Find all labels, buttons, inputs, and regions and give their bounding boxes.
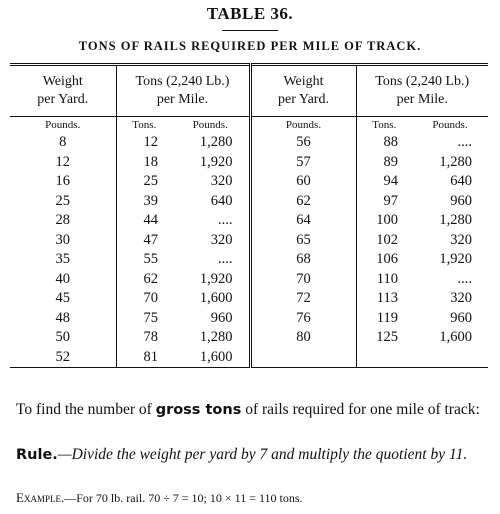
unit-pounds-right: Pounds. xyxy=(432,119,468,131)
table-row xyxy=(10,250,488,270)
cell-tons-left: 62 xyxy=(143,270,158,287)
table-row xyxy=(10,231,488,251)
intro-paragraph: To find the number of gross tons of rails required for one mile of track: xyxy=(16,401,480,418)
table-row xyxy=(10,289,488,309)
cell-tons-right: 89 xyxy=(383,153,398,170)
cell-pounds-left: 640 xyxy=(172,192,250,212)
cell-pounds-left: 1,920 xyxy=(172,270,250,290)
cell-tons-right: 106 xyxy=(376,251,398,268)
header-row xyxy=(10,65,488,117)
cell-weight-left: 35 xyxy=(10,250,116,270)
rails-table xyxy=(10,63,488,368)
cell-pounds-right: 960 xyxy=(450,192,472,209)
table-row xyxy=(10,133,488,153)
cell-pounds-left: 1,600 xyxy=(172,348,250,368)
cell-pounds-right: .... xyxy=(457,134,472,151)
cell-tons-right: 102 xyxy=(376,231,398,248)
cell-tons-left: 39 xyxy=(143,192,158,209)
table-row xyxy=(10,270,488,290)
cell-pounds-left: 1,920 xyxy=(172,153,250,173)
cell-tons-left: 12 xyxy=(143,134,158,151)
cell-pounds-right: 640 xyxy=(450,173,472,190)
cell-tons-right: 125 xyxy=(376,329,398,346)
tons-header-right: Tons (2,240 Lb.) per Mile. xyxy=(356,65,488,117)
unit-weight-right: Pounds. xyxy=(250,117,356,134)
table-row xyxy=(10,172,488,192)
cell-pounds-right: 960 xyxy=(450,309,472,326)
cell-tons-left: 25 xyxy=(143,173,158,190)
cell-weight-right: 80 xyxy=(250,328,356,348)
gross-tons-term: gross tons xyxy=(155,402,242,418)
cell-tons-right: 100 xyxy=(376,212,398,229)
cell-tons-right: 88 xyxy=(383,134,398,151)
cell-pounds-left: .... xyxy=(172,250,250,270)
table-number: TABLE 36. xyxy=(206,4,294,23)
cell-tons-right: 97 xyxy=(383,192,398,209)
units-row xyxy=(10,117,488,134)
cell-tons-right: 119 xyxy=(376,309,398,326)
cell-weight-right xyxy=(250,348,356,368)
cell-pounds-right: 1,280 xyxy=(439,153,472,170)
cell-pounds-left: 960 xyxy=(172,309,250,329)
cell-weight-right: 56 xyxy=(250,133,356,153)
cell-pounds-left: 1,600 xyxy=(172,289,250,309)
weight-header-right: Weight per Yard. xyxy=(250,65,356,117)
table-row xyxy=(10,348,488,368)
cell-tons-left: 47 xyxy=(143,231,158,248)
cell-tons-left: 70 xyxy=(143,290,158,307)
example-label: Example. xyxy=(16,490,65,505)
cell-weight-right: 57 xyxy=(250,153,356,173)
cell-pounds-right: 1,280 xyxy=(439,212,472,229)
weight-header-left: Weight per Yard. xyxy=(10,65,116,117)
cell-tons-left: 75 xyxy=(143,309,158,326)
cell-weight-right: 62 xyxy=(250,192,356,212)
cell-weight-left: 25 xyxy=(10,192,116,212)
cell-tons-left: 81 xyxy=(143,348,158,365)
cell-weight-left: 30 xyxy=(10,231,116,251)
example-text: —For 70 lb. rail. 70 ÷ 7 = 10; 10 × 11 = 110 tons. xyxy=(64,491,303,505)
table-row xyxy=(10,211,488,231)
cell-weight-left: 48 xyxy=(10,309,116,329)
cell-tons-right xyxy=(356,348,412,368)
unit-tons-left: Tons. xyxy=(132,119,157,131)
cell-weight-right: 68 xyxy=(250,250,356,270)
cell-pounds-right: 320 xyxy=(450,231,472,248)
cell-weight-left: 28 xyxy=(10,211,116,231)
unit-tons-right: Tons. xyxy=(372,119,397,131)
table-title: TONS OF RAILS REQUIRED PER MILE OF TRACK. xyxy=(78,39,422,53)
cell-weight-right: 65 xyxy=(250,231,356,251)
cell-weight-left: 8 xyxy=(10,133,116,153)
title-divider xyxy=(222,30,278,31)
cell-weight-left: 40 xyxy=(10,270,116,290)
cell-pounds-left: 320 xyxy=(172,231,250,251)
cell-pounds-right xyxy=(412,348,488,368)
cell-tons-right: 113 xyxy=(376,290,398,307)
cell-pounds-right: 1,920 xyxy=(439,251,472,268)
cell-weight-left: 50 xyxy=(10,328,116,348)
unit-weight-left: Pounds. xyxy=(10,117,116,134)
table-row xyxy=(10,309,488,329)
cell-weight-left: 12 xyxy=(10,153,116,173)
cell-pounds-left: 1,280 xyxy=(172,328,250,348)
cell-weight-right: 70 xyxy=(250,270,356,290)
cell-weight-left: 52 xyxy=(10,348,116,368)
cell-weight-left: 45 xyxy=(10,289,116,309)
cell-weight-right: 76 xyxy=(250,309,356,329)
table-row xyxy=(10,328,488,348)
tons-header-left: Tons (2,240 Lb.) per Mile. xyxy=(116,65,250,117)
cell-tons-left: 78 xyxy=(143,329,158,346)
cell-weight-right: 64 xyxy=(250,211,356,231)
cell-pounds-right: 320 xyxy=(450,290,472,307)
cell-weight-right: 72 xyxy=(250,289,356,309)
cell-tons-left: 55 xyxy=(143,251,158,268)
cell-tons-left: 44 xyxy=(143,212,158,229)
cell-tons-right: 110 xyxy=(376,270,398,287)
rule-label: Rule. xyxy=(16,447,58,463)
cell-weight-right: 60 xyxy=(250,172,356,192)
cell-pounds-left: 1,280 xyxy=(172,133,250,153)
cell-pounds-right: 1,600 xyxy=(439,329,472,346)
cell-weight-left: 16 xyxy=(10,172,116,192)
table-row xyxy=(10,153,488,173)
rule-paragraph xyxy=(16,444,496,466)
cell-pounds-left: 320 xyxy=(172,172,250,192)
example-paragraph xyxy=(16,487,496,509)
cell-pounds-left: .... xyxy=(172,211,250,231)
unit-pounds-left: Pounds. xyxy=(172,117,250,134)
cell-pounds-right: .... xyxy=(457,270,472,287)
cell-tons-left: 18 xyxy=(143,153,158,170)
table-row xyxy=(10,192,488,212)
cell-tons-right: 94 xyxy=(383,173,398,190)
rule-text: —Divide the weight per yard by 7 and multiply the quotient by 11. xyxy=(57,446,468,463)
